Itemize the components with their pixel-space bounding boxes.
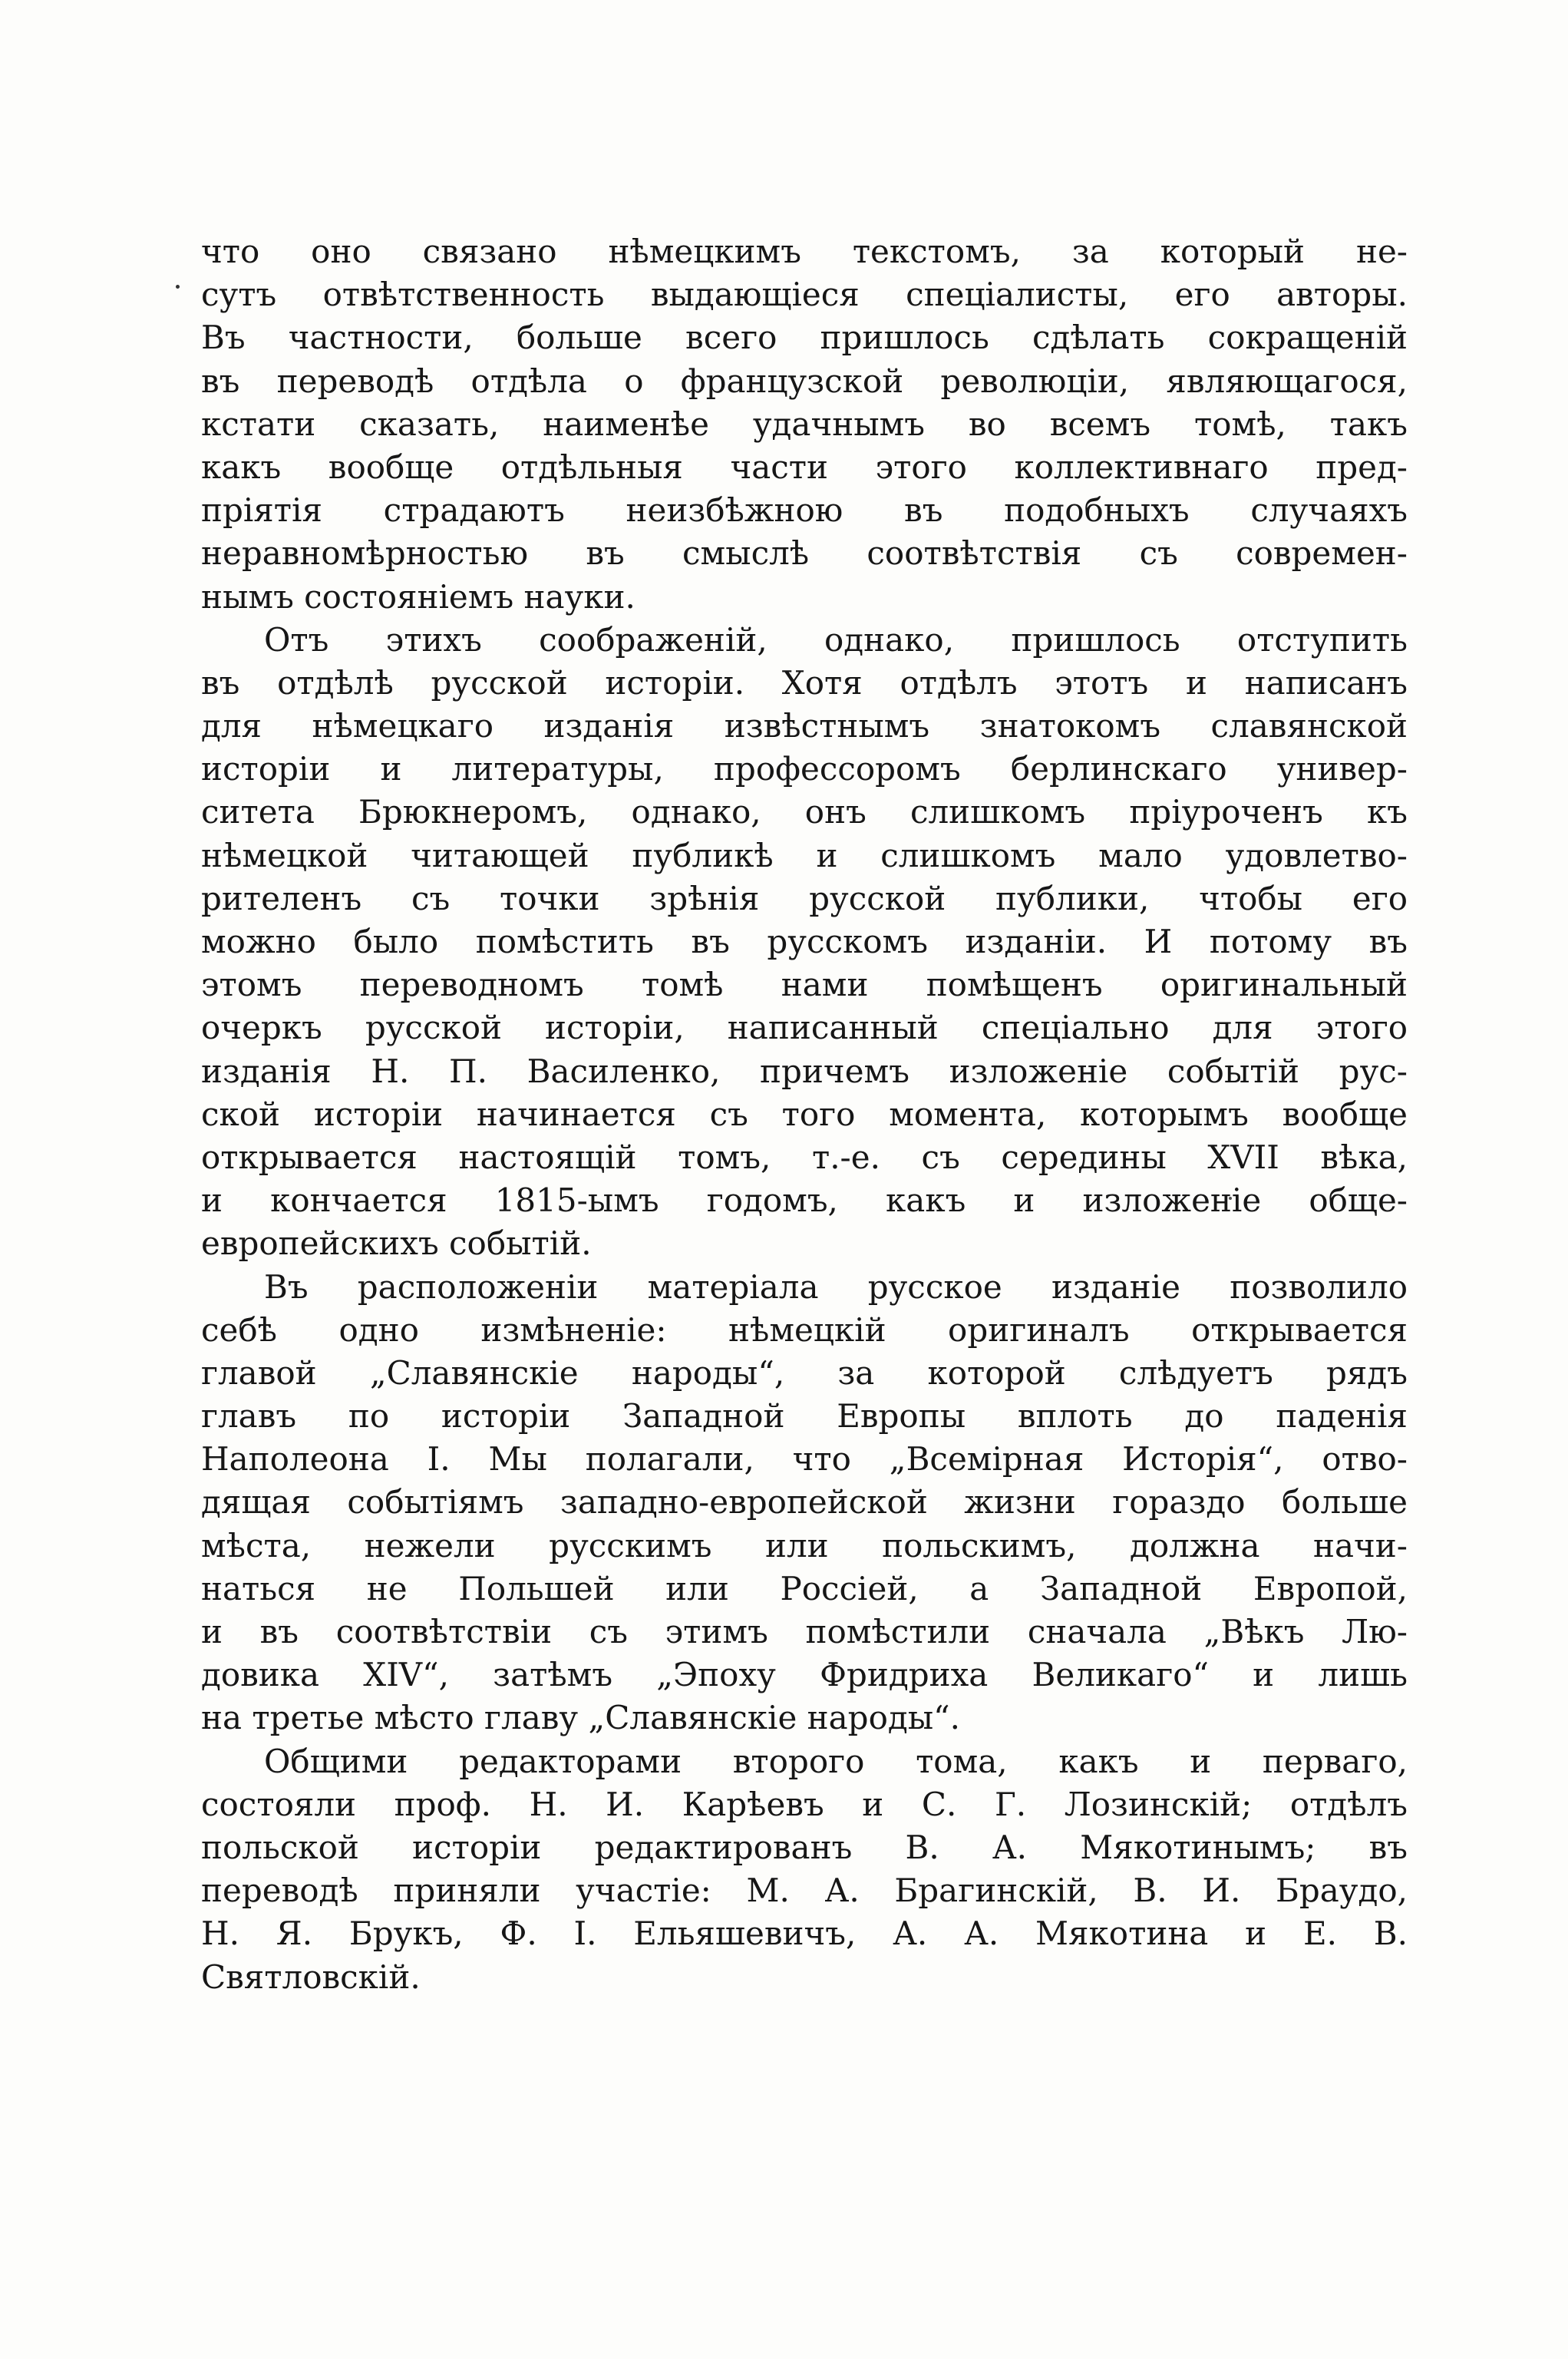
text-line: ской исторіи начинается съ того момента, которымъ вообще [201, 1095, 1408, 1133]
text-line: на третье мѣсто главу „Славянскіе народы“. [201, 1699, 960, 1737]
text-line: переводѣ приняли участіе: М. А. Брагинскій, В. И. Браудо, [201, 1872, 1408, 1910]
text-line: ситета Брюкнеромъ, однако, онъ слишкомъ пріуроченъ къ [201, 793, 1408, 831]
paragraph [201, 1266, 1408, 1740]
text-line: главой „Славянскіе народы“, за которой слѣдуетъ рядъ [201, 1353, 1408, 1392]
text-line: для нѣмецкаго изданія извѣстнымъ знатокомъ славянской [201, 707, 1408, 745]
text-line: наться не Польшей или Россіей, а Западной Европой, [201, 1569, 1408, 1607]
text-line: Въ расположеніи матеріала русское изданіе позволило [264, 1267, 1408, 1306]
text-line: Въ частности, больше всего пришлось сдѣлать сокращеній [201, 319, 1408, 357]
text-line: открывается настоящій томъ, т.-е. съ середины XVII вѣка, [201, 1138, 1408, 1176]
text-line: что оно связано нѣмецкимъ текстомъ, за который не- [201, 233, 1408, 270]
text-line: рителенъ съ точки зрѣнія русской публики, чтобы его [201, 879, 1408, 917]
text-line: исторіи и литературы, профессоромъ берлинскаго универ- [201, 750, 1408, 788]
text-line: Святловскій. [201, 1958, 421, 1996]
text-line: Отъ этихъ соображеній, однако, пришлось отступить [264, 620, 1408, 659]
text-line: мѣста, нежели русскимъ или польскимъ, должна начи- [201, 1526, 1408, 1564]
paragraph [201, 230, 1408, 619]
text-line: кстати сказать, наименѣе удачнымъ во всемъ томѣ, такъ [201, 405, 1408, 443]
text-line: нымъ состояніемъ науки. [201, 577, 635, 616]
text-line: неравномѣрностью въ смыслѣ соотвѣтствія съ современ- [201, 534, 1408, 573]
text-line: довика XIV“, затѣмъ „Эпоху Фридриха Великаго“ и лишь [201, 1656, 1408, 1694]
paragraph [201, 1740, 1408, 1999]
text-line: и въ соотвѣтствіи съ этимъ помѣстили сначала „Вѣкъ Лю- [201, 1613, 1408, 1650]
text-line: въ переводѣ отдѣла о французской революціи, являющагося, [201, 362, 1408, 400]
text-line: изданія Н. П. Василенко, причемъ изложеніе событій рус- [201, 1052, 1408, 1090]
text-line: въ отдѣлѣ русской исторіи. Хотя отдѣлъ этотъ и написанъ [201, 663, 1408, 702]
text-line: нѣмецкой читающей публикѣ и слишкомъ мало удовлетво- [201, 836, 1408, 874]
text-line: сутъ отвѣтственность выдающіеся спеціалисты, его авторы. [201, 276, 1408, 314]
text-line: пріятія страдаютъ неизбѣжною въ подобныхъ случаяхъ [201, 491, 1408, 530]
text-line: состояли проф. Н. И. Карѣевъ и С. Г. Лозинскій; отдѣлъ [201, 1785, 1408, 1823]
text-line: и кончается 1815-ымъ годомъ, какъ и изложеніе обще- [201, 1181, 1408, 1220]
text-line: главъ по исторіи Западной Европы вплоть до паденія [201, 1397, 1408, 1436]
text-line: польской исторіи редактированъ В. А. Мякотинымъ; въ [201, 1828, 1408, 1866]
text-line: очеркъ русской исторіи, написанный спеціально для этого [201, 1009, 1408, 1047]
text-line: Общими редакторами второго тома, какъ и перваго, [264, 1742, 1408, 1780]
text-line: можно было помѣстить въ русскомъ изданіи. И потому въ [201, 923, 1408, 960]
text-line: этомъ переводномъ томѣ нами помѣщенъ оригинальный [201, 966, 1408, 1004]
text-line: себѣ одно измѣненіе: нѣмецкій оригиналъ открывается [201, 1310, 1408, 1349]
body-text [201, 230, 1408, 1999]
text-line: Н. Я. Брукъ, Ф. І. Ельяшевичъ, А. А. Мякотина и Е. В. [201, 1915, 1408, 1953]
text-line: какъ вообще отдѣльныя части этого коллективнаго пред- [201, 448, 1408, 486]
paragraph [201, 619, 1408, 1266]
text-line: Наполеона I. Мы полагали, что „Всемірная Исторія“, отво- [201, 1440, 1408, 1479]
text-line: дящая событіямъ западно-европейской жизни гораздо больше [201, 1483, 1408, 1521]
ink-speck [176, 285, 180, 289]
text-line: европейскихъ событій. [201, 1224, 592, 1263]
